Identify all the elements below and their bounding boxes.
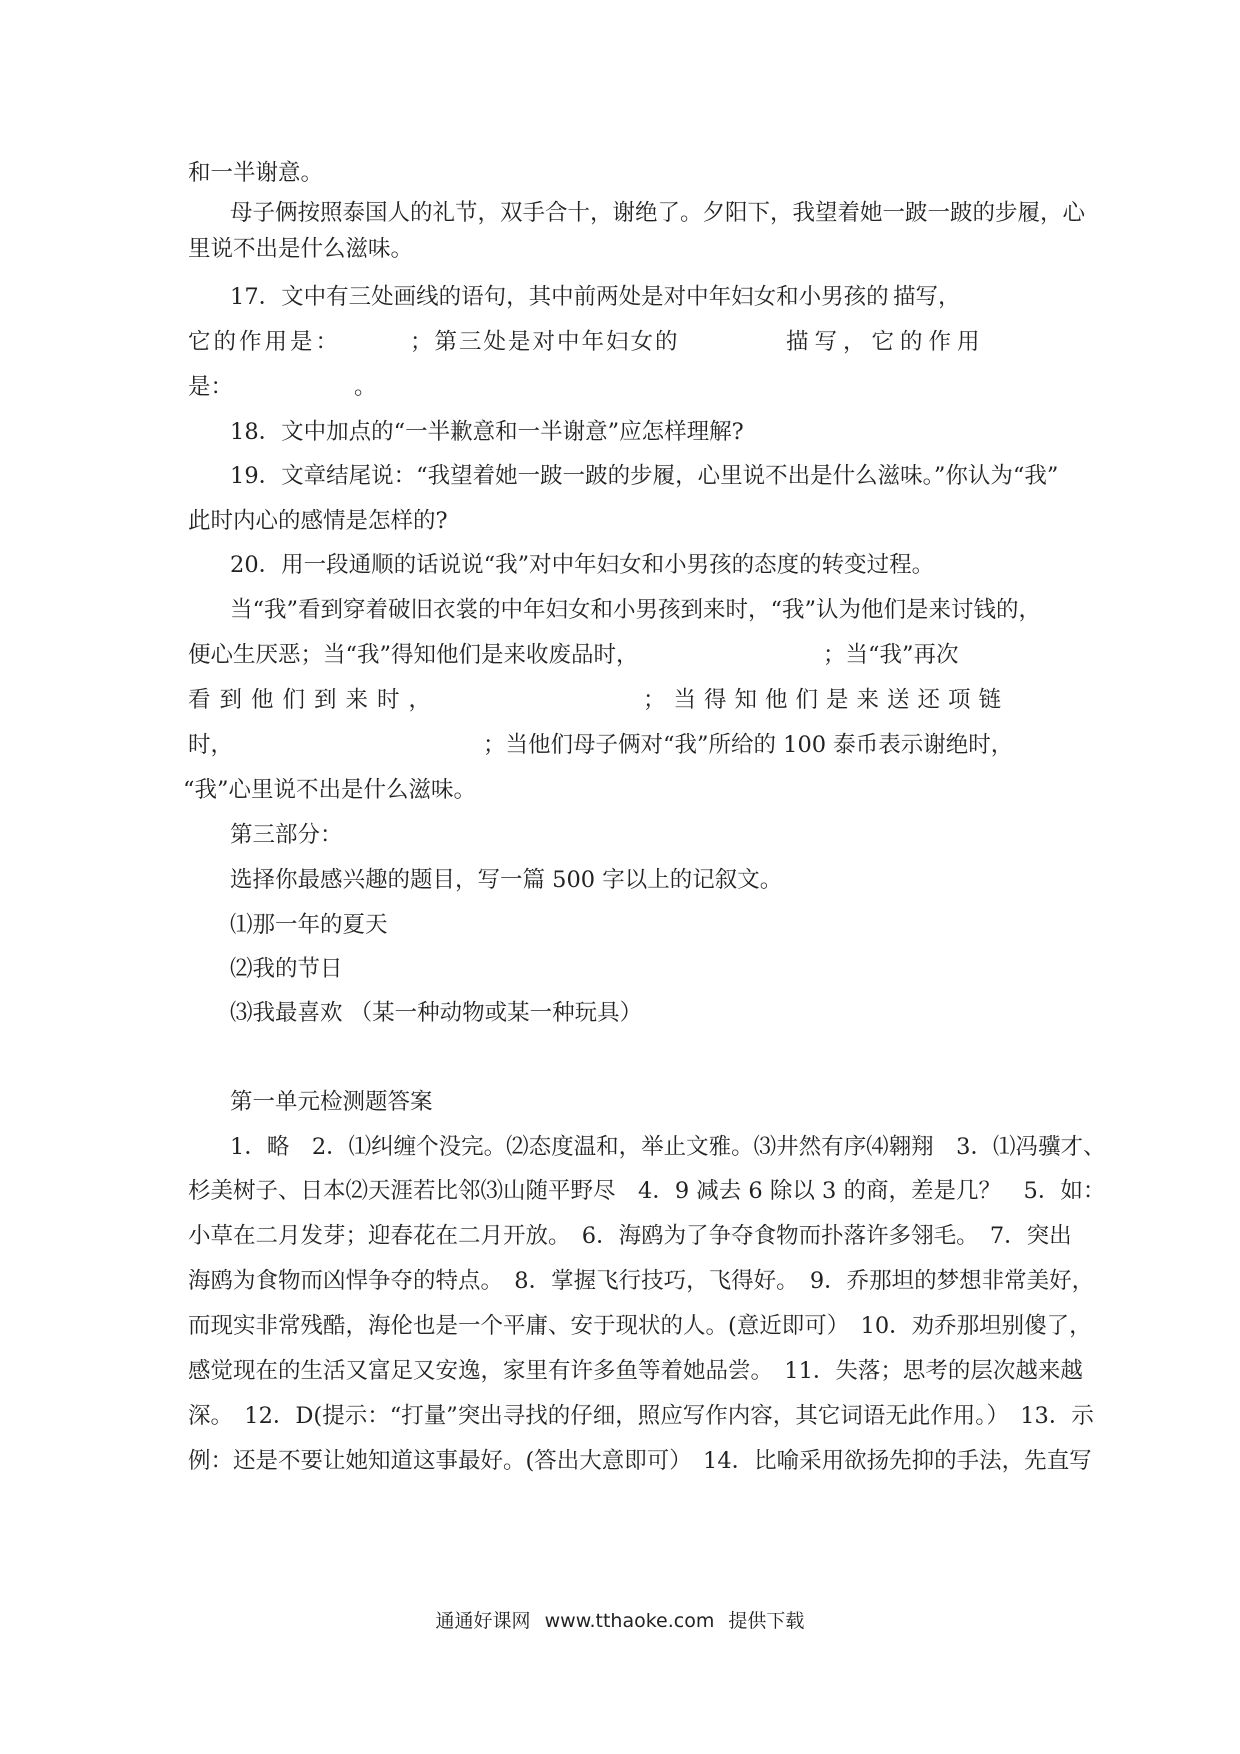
answer-text: ；当“我”再次 xyxy=(823,642,959,668)
answer-20-line-2 xyxy=(188,640,1056,670)
question-text: 它的作用是： xyxy=(188,329,342,355)
question-text: 是： xyxy=(188,374,234,400)
answer-20-line-4 xyxy=(188,730,1056,760)
answer-20-line-3 xyxy=(188,685,1056,715)
question-19-line-1: 19．文章结尾说：“我望着她一跛一跛的步履，心里说不出是什么滋味。”你认为“我” xyxy=(230,463,1059,489)
question-text: 描写， xyxy=(893,284,961,310)
answer-text: 便心生厌恶；当“我”得知他们是来收废品时， xyxy=(188,642,639,668)
question-19-line-2: 此时内心的感情是怎样的? xyxy=(188,508,448,534)
question-text: ；第三处是对中年妇女的 xyxy=(410,329,680,355)
answer-line: 而现实非常残酷，海伦也是一个平庸、安于现状的人。(意近即可） 10．劝乔那坦别傻了， xyxy=(188,1313,1092,1339)
question-17-line-2 xyxy=(188,327,1056,357)
answer-line: 海鸥为食物而凶悍争夺的特点。 8．掌握飞行技巧，飞得好。 9．乔那坦的梦想非常美好， xyxy=(188,1268,1095,1294)
text-line: 和一半谢意。 xyxy=(188,160,324,186)
footer-provide: 提供下载 xyxy=(728,1610,805,1632)
answer-line: 深。 12．D(提示：“打量”突出寻找的仔细，照应写作内容，其它词语无此作用。） 13．示 xyxy=(188,1403,1094,1429)
text-line-content: 母子俩按照泰国人的礼节，双手合十，谢绝了。夕阳下，我望着她一跛一跛的步履，心 xyxy=(230,200,1086,226)
answer-text: 看到他们到来时， xyxy=(188,687,441,713)
answer-line: 例：还是不要让她知道这事最好。(答出大意即可） 14．比喻采用欲扬先抑的手法，先直写 xyxy=(188,1448,1092,1474)
answer-line: 小草在二月发芽；迎春花在二月开放。 6．海鸥为了争夺食物而扑落许多翎毛。 7．突出 xyxy=(188,1223,1072,1249)
page-footer xyxy=(0,1608,1240,1634)
footer-site-name: 通通好课网 xyxy=(435,1610,531,1632)
answer-20-line-1: 当“我”看到穿着破旧衣裳的中年妇女和小男孩到来时，“我”认为他们是来讨钱的， xyxy=(230,597,1042,623)
answer-line: 杉美树子、日本⑵天涯若比邻⑶山随平野尽 4．9 减去 6 除以 3 的商，差是几？ 5．如： xyxy=(188,1178,1106,1204)
question-text: 17．文中有三处画线的语句，其中前两处是对中年妇女和小男孩的 xyxy=(230,284,889,310)
question-18: 18．文中加点的“一半歉意和一半谢意”应怎样理解? xyxy=(230,419,744,445)
answer-text: ；当得知他们是来送还项链 xyxy=(643,687,1010,713)
essay-topic: ⑶我最喜欢 （某一种动物或某一种玩具） xyxy=(230,1000,643,1026)
answer-20-line-5: “我”心里说不出是什么滋味。 xyxy=(183,777,477,803)
question-17-line-3 xyxy=(188,372,1056,402)
answers-title: 第一单元检测题答案 xyxy=(230,1089,433,1115)
text-line: 里说不出是什么滋味。 xyxy=(188,236,414,262)
essay-instruction: 选择你最感兴趣的题目，写一篇 500 字以上的记叙文。 xyxy=(230,867,783,893)
section-heading: 第三部分： xyxy=(230,822,343,848)
answer-line: 感觉现在的生活又富足又安逸，家里有许多鱼等着她品尝。 11．失落；思考的层次越来越 xyxy=(188,1358,1083,1384)
question-20: 20．用一段通顺的话说说“我”对中年妇女和小男孩的态度的转变过程。 xyxy=(230,552,935,578)
essay-topic: ⑴那一年的夏天 xyxy=(230,912,388,938)
footer-url[interactable]: www.tthaoke.com xyxy=(544,1610,715,1632)
essay-topic: ⑵我的节日 xyxy=(230,956,343,982)
answer-text: 时， xyxy=(188,732,234,758)
question-text: 描写，它的作用 xyxy=(786,329,986,355)
question-text: 。 xyxy=(354,374,377,400)
answer-line: 1．略 2．⑴纠缠个没完。⑵态度温和，举止文雅。⑶井然有序⑷翱翔 3．⑴冯骥才、 xyxy=(230,1134,1106,1160)
answer-text: ；当他们母子俩对“我”所给的 100 泰币表示谢绝时， xyxy=(483,732,1014,758)
question-17-line-1 xyxy=(230,282,1056,312)
